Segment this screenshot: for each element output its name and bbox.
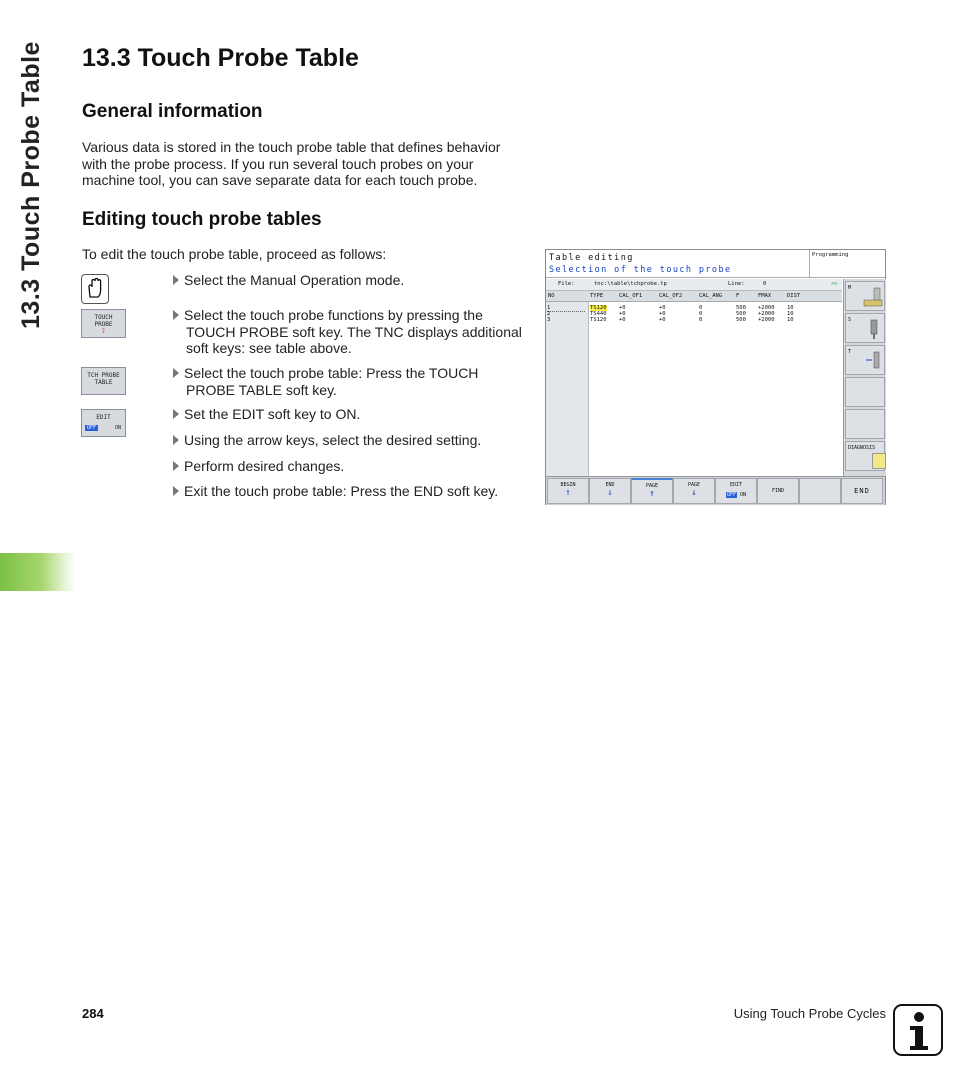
paragraph-line: machine tool, you can save separate data for each touch probe. [82, 172, 478, 188]
softkey-page-down [673, 478, 715, 504]
step-text: Using the arrow keys, select the desired setting. [184, 432, 482, 448]
vertical-softkey-bar [843, 279, 886, 476]
column-header: F [736, 293, 740, 299]
table-cell: +0 [659, 305, 666, 311]
arrow-bullet-icon [173, 461, 179, 471]
section-title-general: General information [82, 101, 263, 122]
screen-mode-label: Programming [810, 250, 885, 278]
screen-subtitle: Selection of the touch probe [549, 265, 732, 275]
table-cell: 500 [736, 311, 746, 317]
footer-chapter-title: Using Touch Probe Cycles [733, 1006, 886, 1021]
step-item [173, 406, 533, 423]
softkey-line: TABLE [94, 379, 113, 386]
step-text: PROBE TABLE soft key. [186, 381, 337, 398]
edit-softkey [81, 409, 126, 437]
tool-call-icon [864, 350, 884, 372]
file-label: File: [558, 281, 575, 287]
page-number: 284 [82, 1006, 104, 1021]
paragraph-line: with the probe process. If you run several touch probes on your [82, 155, 474, 172]
table-cell: 10 [787, 305, 794, 311]
table-cell: +0 [619, 305, 626, 311]
arrow-up-icon: ↑ [649, 489, 655, 499]
table-cell: 1 [547, 305, 585, 312]
row-number-column [546, 302, 589, 476]
table-cell: +2000 [758, 311, 775, 317]
section-title-editing: Editing touch probe tables [82, 209, 322, 230]
softkey-empty [845, 377, 885, 407]
softkey-empty [799, 478, 841, 504]
hand-icon [82, 275, 108, 303]
table-body [546, 302, 842, 476]
arrow-bullet-icon [173, 275, 179, 285]
tnc-screen-screenshot [545, 249, 886, 505]
table-cell: 0 [699, 311, 703, 317]
softkey-label: M [848, 285, 852, 291]
step-item [173, 432, 533, 449]
table-cell: 10 [787, 311, 794, 317]
table-cell: TS120 [590, 317, 607, 323]
edit-on-label: ON [114, 425, 121, 431]
table-row [546, 317, 842, 323]
softkey-line: PROBE [94, 321, 113, 328]
step-text: Select the touch probe table: Press the TOUCH [184, 365, 479, 381]
file-bar [546, 279, 842, 291]
softkey-label: END [605, 482, 615, 488]
table-cell: +2000 [758, 305, 775, 311]
step-item [173, 307, 533, 357]
general-paragraph [82, 139, 500, 189]
paragraph-line: Various data is stored in the touch probe table that defines behavior [82, 139, 501, 155]
horizontal-softkey-bar [546, 476, 885, 505]
softkey-edit [715, 478, 757, 504]
chapter-tab-marker [0, 553, 76, 591]
column-header: CAL_ANG [699, 293, 723, 299]
column-header: DIST [787, 293, 801, 299]
softkey-diagnosis [845, 441, 885, 471]
side-chapter-title: 13.3 Touch Probe Table [17, 41, 45, 329]
arrow-bullet-icon [173, 368, 179, 378]
table-cell: 2 [547, 311, 551, 317]
step-item [173, 272, 533, 289]
softkey-t [845, 345, 885, 375]
edit-on-label: ON [740, 492, 747, 498]
file-path: tnc:\table\tchprobe.tp [594, 281, 667, 287]
softkey-label: PAGE [645, 483, 659, 489]
softkey-m [845, 281, 885, 311]
table-cell: +0 [659, 317, 666, 323]
softkey-label: PAGE [687, 482, 701, 488]
softkey-line: TCH PROBE [87, 372, 120, 379]
step-text: Exit the touch probe table: Press the END soft key. [184, 483, 499, 499]
table-cell: 0 [699, 305, 703, 311]
table-cell: +0 [659, 311, 666, 317]
table-cell: +0 [619, 311, 626, 317]
table-cell: +2000 [758, 317, 775, 323]
softkey-s [845, 313, 885, 343]
table-cell: 3 [547, 317, 551, 323]
softkey-find [757, 478, 799, 504]
table-cell: 0 [699, 317, 703, 323]
arrow-bullet-icon [173, 409, 179, 419]
softkey-label: S [848, 317, 852, 323]
line-label: Line: [728, 281, 745, 287]
arrow-down-icon: ↓ [691, 488, 697, 498]
page-title: 13.3 Touch Probe Table [82, 44, 359, 72]
softkey-line: TOUCH [94, 314, 113, 321]
softkey-label: END [854, 487, 870, 495]
softkey-end [841, 478, 883, 504]
column-header: NO [548, 293, 555, 299]
line-value: 0 [763, 281, 767, 287]
column-header: TYPE [590, 293, 604, 299]
column-header: FMAX [758, 293, 772, 299]
table-header [546, 291, 842, 302]
arrow-down-icon: ⇓ [607, 488, 613, 498]
probe-symbol-icon: ⟟ [102, 327, 105, 335]
info-icon [893, 1004, 943, 1056]
arrow-up-icon: ⇑ [565, 488, 571, 498]
arrow-bullet-icon [173, 486, 179, 496]
softkey-label: BEGIN [560, 482, 576, 488]
softkey-begin [547, 478, 589, 504]
step-item [173, 365, 533, 398]
more-indicator: >> [831, 281, 838, 287]
step-text: Set the EDIT soft key to ON. [184, 406, 361, 422]
spindle-icon [860, 286, 884, 308]
softkey-line: EDIT [96, 414, 111, 421]
editing-intro: To edit the touch probe table, proceed as follows: [82, 246, 387, 262]
softkey-empty [845, 409, 885, 439]
table-cell: TS440 [590, 311, 607, 317]
column-header: CAL_OF2 [659, 293, 683, 299]
tch-probe-table-softkey [81, 367, 126, 395]
table-cell: 500 [736, 305, 746, 311]
arrow-bullet-icon [173, 435, 179, 445]
screen-header [546, 250, 810, 278]
diagnosis-icon [872, 453, 886, 469]
softkey-page-up [631, 478, 673, 504]
edit-off-indicator: OFF [726, 492, 736, 498]
column-header: CAL_OF1 [619, 293, 643, 299]
table-cell: +0 [619, 317, 626, 323]
screen-title: Table editing [549, 253, 634, 263]
step-text: soft keys: see table above. [186, 340, 352, 356]
step-item [173, 483, 533, 500]
softkey-label: FIND [771, 488, 785, 494]
spindle-speed-icon [864, 318, 884, 340]
softkey-label: DIAGNOSIS [848, 445, 876, 451]
step-item [173, 458, 533, 475]
step-text: Perform desired changes. [184, 458, 345, 474]
step-text: Select the touch probe functions by pressing the [184, 307, 483, 323]
table-cell: 500 [736, 317, 746, 323]
edit-off-indicator: OFF [87, 425, 97, 431]
table-cell-selected: TS120 [590, 305, 607, 311]
manual-operation-key [81, 274, 109, 304]
step-text: TOUCH PROBE soft key. The TNC displays additional [186, 323, 522, 340]
table-cell: 10 [787, 317, 794, 323]
touch-probe-softkey [81, 309, 126, 338]
softkey-label: T [848, 349, 852, 355]
arrow-bullet-icon [173, 310, 179, 320]
softkey-label: EDIT [729, 482, 743, 488]
step-text: Select the Manual Operation mode. [184, 272, 405, 288]
softkey-end-table [589, 478, 631, 504]
